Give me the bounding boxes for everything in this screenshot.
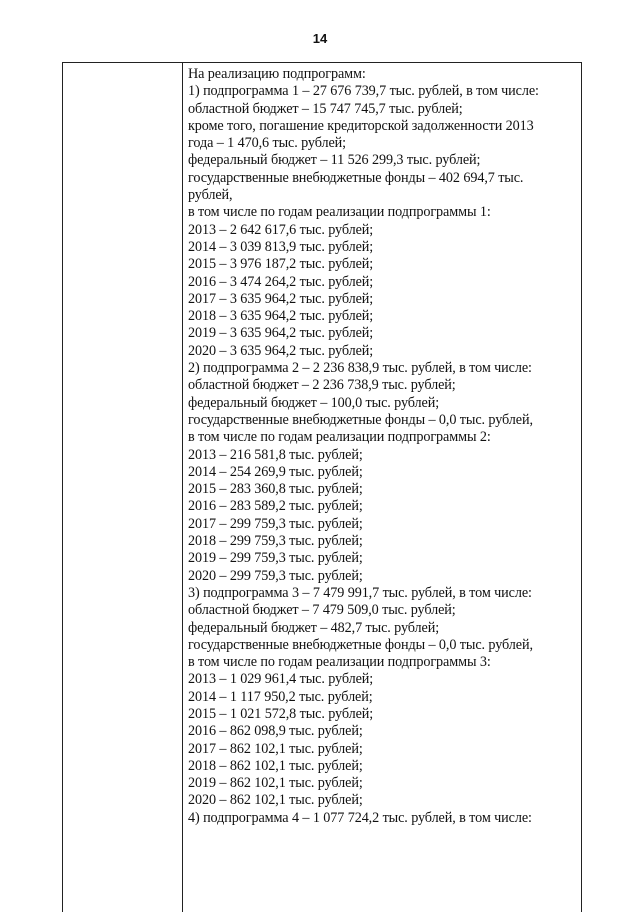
text-line: 2017 – 299 759,3 тыс. рублей;	[188, 515, 363, 532]
text-line: федеральный бюджет – 11 526 299,3 тыс. рублей;	[188, 152, 481, 169]
text-line: 2016 – 283 589,2 тыс. рублей;	[188, 498, 363, 515]
text-line: 2013 – 1 029 961,4 тыс. рублей;	[188, 671, 374, 688]
text-line: 2) подпрограмма 2 – 2 236 838,9 тыс. рублей, в том числе:	[188, 360, 532, 377]
text-line: 2014 – 254 269,9 тыс. рублей;	[188, 463, 363, 480]
text-line: 2016 – 3 474 264,2 тыс. рублей;	[188, 273, 374, 290]
text-line: 2019 – 862 102,1 тыс. рублей;	[188, 775, 363, 792]
text-line: 2019 – 299 759,3 тыс. рублей;	[188, 550, 363, 567]
text-line: государственные внебюджетные фонды – 0,0 тыс. рублей,	[188, 636, 533, 653]
table-cell-content	[188, 66, 578, 827]
text-line: 2015 – 1 021 572,8 тыс. рублей;	[188, 705, 374, 722]
text-line: в том числе по годам реализации подпрограммы 2:	[188, 429, 491, 446]
text-line: 2020 – 299 759,3 тыс. рублей;	[188, 567, 363, 584]
text-line: федеральный бюджет – 100,0 тыс. рублей;	[188, 394, 440, 411]
text-line: 1) подпрограмма 1 – 27 676 739,7 тыс. рублей, в том числе:	[188, 83, 539, 100]
text-line: кроме того, погашение кредиторской задолженности 2013	[188, 117, 534, 134]
text-line: 4) подпрограмма 4 – 1 077 724,2 тыс. рублей, в том числе:	[188, 809, 532, 826]
text-line: 2019 – 3 635 964,2 тыс. рублей;	[188, 325, 374, 342]
text-line: 2014 – 1 117 950,2 тыс. рублей;	[188, 688, 373, 705]
text-line: рублей,	[188, 187, 233, 204]
text-line: 2015 – 3 976 187,2 тыс. рублей;	[188, 256, 374, 273]
page-number: 14	[312, 31, 328, 46]
text-line: областной бюджет – 15 747 745,7 тыс. рублей;	[188, 100, 463, 117]
text-line: государственные внебюджетные фонды – 402 694,7 тыс.	[188, 169, 524, 186]
column-divider	[182, 63, 183, 912]
text-line: федеральный бюджет – 482,7 тыс. рублей;	[188, 619, 440, 636]
text-line: 2020 – 862 102,1 тыс. рублей;	[188, 792, 363, 809]
text-line: в том числе по годам реализации подпрограммы 3:	[188, 654, 491, 671]
text-line: 2017 – 862 102,1 тыс. рублей;	[188, 740, 363, 757]
document-table	[62, 62, 582, 912]
text-line: областной бюджет – 2 236 738,9 тыс. рублей;	[188, 377, 456, 394]
text-line: областной бюджет – 7 479 509,0 тыс. рублей;	[188, 602, 456, 619]
text-line: 2013 – 2 642 617,6 тыс. рублей;	[188, 221, 374, 238]
text-line: 2018 – 299 759,3 тыс. рублей;	[188, 533, 363, 550]
text-line: 3) подпрограмма 3 – 7 479 991,7 тыс. рублей, в том числе:	[188, 584, 532, 601]
text-line: государственные внебюджетные фонды – 0,0 тыс. рублей,	[188, 411, 533, 428]
text-line: года – 1 470,6 тыс. рублей;	[188, 135, 346, 152]
text-line: 2020 – 3 635 964,2 тыс. рублей;	[188, 342, 374, 359]
text-line: 2015 – 283 360,8 тыс. рублей;	[188, 481, 363, 498]
text-line: 2013 – 216 581,8 тыс. рублей;	[188, 446, 363, 463]
text-line: 2018 – 862 102,1 тыс. рублей;	[188, 757, 363, 774]
text-line: 2014 – 3 039 813,9 тыс. рублей;	[188, 238, 374, 255]
text-line: в том числе по годам реализации подпрограммы 1:	[188, 204, 491, 221]
text-line: На реализацию подпрограмм:	[188, 66, 366, 82]
text-line: 2018 – 3 635 964,2 тыс. рублей;	[188, 308, 374, 325]
text-line: 2016 – 862 098,9 тыс. рублей;	[188, 723, 363, 740]
text-line: 2017 – 3 635 964,2 тыс. рублей;	[188, 290, 374, 307]
